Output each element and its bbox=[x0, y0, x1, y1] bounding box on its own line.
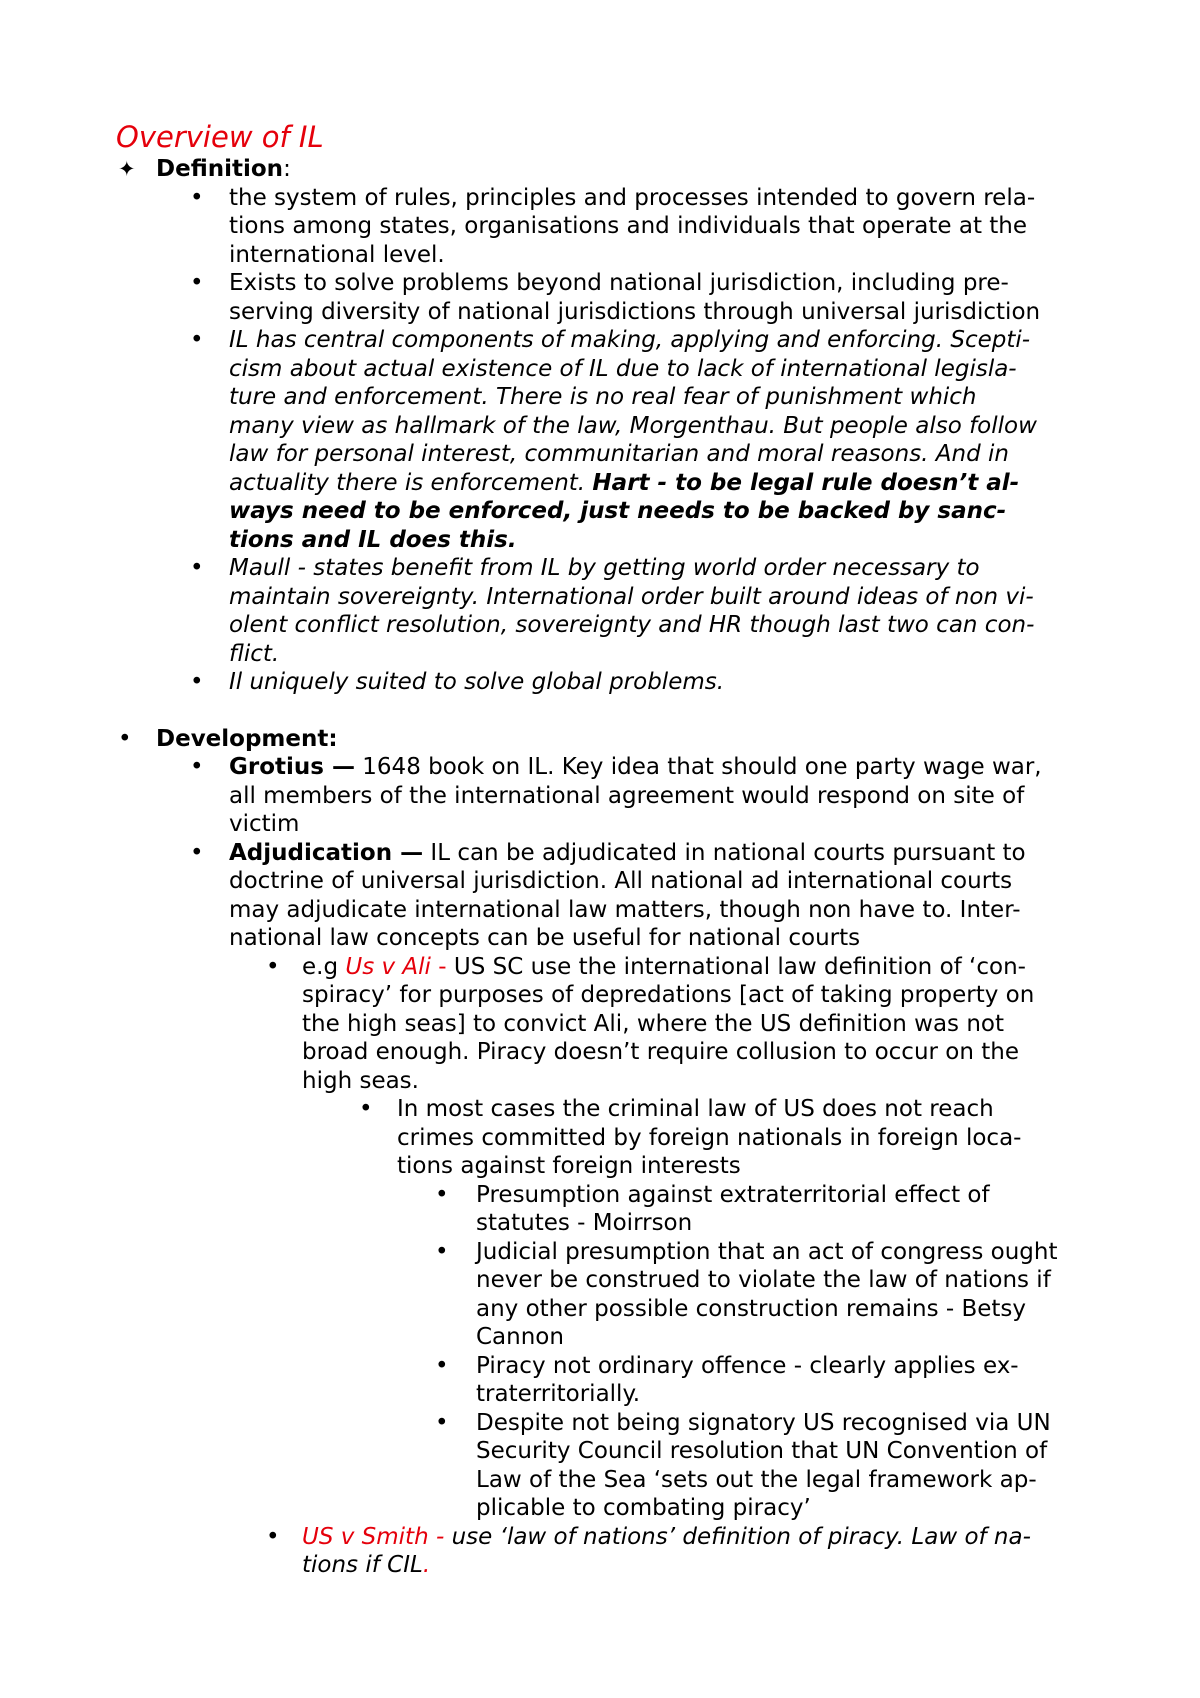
text-line bbox=[229, 469, 1097, 498]
text-line: olent conflict resolution, sovereignty and HR though last two can con- bbox=[229, 612, 1035, 638]
definition-section bbox=[0, 155, 1200, 184]
text-line: Piracy not ordinary offence - clearly applies ex- bbox=[476, 1352, 1019, 1379]
list-item bbox=[0, 269, 1097, 326]
list-item bbox=[0, 326, 1097, 554]
adjudication-label: Adjudication — bbox=[229, 839, 424, 866]
text-line: plicable to combating piracy’ bbox=[476, 1495, 811, 1521]
list-item bbox=[0, 184, 1097, 270]
text-run: 1648 book on IL. Key idea that should one party wage war, bbox=[354, 754, 1042, 780]
list-item bbox=[0, 668, 1097, 697]
text-line: Law of the Sea ‘sets out the legal framework ap- bbox=[476, 1466, 1037, 1493]
grotius-label: Grotius — bbox=[229, 754, 355, 780]
page-title: Overview of IL bbox=[116, 120, 324, 154]
text-line: serving diversity of national jurisdictions through universal jurisdiction bbox=[229, 298, 1041, 325]
text-line: many view as hallmark of the law, Morgenthau. But people also follow bbox=[229, 412, 1037, 439]
bullet-icon: • bbox=[118, 725, 132, 752]
text-line: Maull - states benefit from IL by getting world order necessary to bbox=[229, 555, 980, 581]
text-line: Cannon bbox=[476, 1324, 564, 1350]
text-line: In most cases the criminal law of US does not reach bbox=[397, 1096, 994, 1122]
text-line: maintain sovereignty. International order built around ideas of non vi- bbox=[229, 583, 1034, 610]
list-item bbox=[0, 839, 1097, 953]
text-line: international level. bbox=[229, 241, 445, 268]
text-line bbox=[302, 953, 1082, 982]
development-heading: Development: bbox=[156, 725, 338, 752]
text-line: any other possible construction remains - Betsy bbox=[476, 1295, 1027, 1322]
text-run: use ‘law of nations’ definition of piracy. Law of na- bbox=[444, 1523, 1031, 1550]
text-line: Presumption against extraterritorial effect of bbox=[476, 1181, 990, 1208]
text-line: law for personal interest, communitarian and moral reasons. And in bbox=[229, 441, 1009, 467]
text-line: the system of rules, principles and processes intended to govern rela- bbox=[229, 184, 1036, 211]
bullet-icon: • bbox=[190, 327, 204, 353]
bullet-icon: • bbox=[266, 1523, 280, 1550]
text-line bbox=[229, 753, 1097, 782]
development-section bbox=[0, 725, 1200, 754]
text-line: Il uniquely suited to solve global problems. bbox=[229, 669, 725, 695]
spacer bbox=[0, 697, 1200, 725]
document-body bbox=[0, 155, 1200, 1580]
text-run: tions if CIL bbox=[302, 1552, 423, 1578]
text-line: tions against foreign interests bbox=[397, 1153, 741, 1179]
text-line: the high seas] to convict Ali, where the US definition was not bbox=[302, 1010, 1005, 1037]
text-run: actuality there is enforcement. bbox=[229, 469, 593, 496]
list-item bbox=[0, 953, 1082, 1096]
bullet-icon: • bbox=[435, 1352, 449, 1379]
text-run: US SC use the international law definition of ‘con- bbox=[446, 953, 1026, 980]
text-line: never be construed to violate the law of nations if bbox=[476, 1267, 1051, 1293]
text-line: all members of the international agreement would respond on site of bbox=[229, 782, 1025, 809]
case-name-us-v-smith: US v Smith bbox=[302, 1523, 429, 1550]
text-run: IL can be adjudicated in national courts pursuant to bbox=[423, 839, 1026, 866]
case-dash: - bbox=[428, 1523, 445, 1550]
text-line: Despite not being signatory US recognised via UN bbox=[476, 1409, 1051, 1436]
text-line: IL has central components of making, applying and enforcing. Scepti- bbox=[229, 327, 1031, 353]
text-line: crimes committed by foreign nationals in foreign loca- bbox=[397, 1124, 1022, 1151]
text-line: broad enough. Piracy doesn’t require collusion to occur on the bbox=[302, 1039, 1019, 1065]
list-item bbox=[0, 554, 1097, 668]
text-line bbox=[302, 1551, 1082, 1580]
list-item bbox=[0, 1409, 1096, 1523]
text-line: may adjudicate international law matters, though non have to. Inter- bbox=[229, 896, 1021, 923]
text-line: statutes - Moirrson bbox=[476, 1210, 693, 1236]
text-line: cism about actual existence of IL due to lack of international legisla- bbox=[229, 355, 1017, 382]
bullet-icon: • bbox=[190, 754, 204, 780]
text-line: Judicial presumption that an act of congress ought bbox=[476, 1238, 1058, 1265]
bullet-icon: • bbox=[190, 555, 204, 581]
text-line: high seas. bbox=[302, 1067, 419, 1094]
text-line: Exists to solve problems beyond national jurisdiction, including pre- bbox=[229, 270, 1009, 296]
bullet-icon: • bbox=[190, 839, 204, 866]
bullet-icon: • bbox=[359, 1096, 373, 1122]
bullet-icon: • bbox=[435, 1238, 449, 1265]
text-run: . bbox=[422, 1552, 431, 1578]
list-item bbox=[0, 1352, 1096, 1409]
text-line: victim bbox=[229, 811, 300, 837]
text-line: flict. bbox=[229, 640, 280, 667]
text-line: traterritorially. bbox=[476, 1381, 641, 1407]
bullet-icon: • bbox=[266, 953, 280, 980]
text-line: ture and enforcement. There is no real fear of punishment which bbox=[229, 384, 977, 410]
text-line: doctrine of universal jurisdiction. All national ad international courts bbox=[229, 868, 1013, 894]
text-line bbox=[229, 839, 1097, 868]
bullet-icon: • bbox=[190, 669, 204, 695]
list-item bbox=[0, 1095, 1092, 1181]
list-item bbox=[0, 753, 1097, 839]
list-item bbox=[0, 1523, 1082, 1580]
bullet-icon: • bbox=[190, 270, 204, 296]
definition-colon: : bbox=[283, 156, 291, 182]
four-point-star-bullet-icon: ✦ bbox=[118, 157, 136, 181]
list-item bbox=[0, 1238, 1096, 1352]
list-item bbox=[0, 1181, 1096, 1238]
case-dash: - bbox=[430, 953, 447, 980]
bullet-icon: • bbox=[190, 184, 204, 211]
definition-heading: Definition bbox=[156, 156, 284, 182]
bullet-icon: • bbox=[435, 1181, 449, 1208]
text-line: ways need to be enforced, just needs to be backed by sanc- bbox=[229, 498, 1007, 524]
bullet-icon: • bbox=[435, 1409, 449, 1436]
case-name-us-v-ali: Us v Ali bbox=[345, 953, 431, 980]
text-line: tions among states, organisations and individuals that operate at the bbox=[229, 213, 1028, 239]
text-line: Security Council resolution that UN Convention of bbox=[476, 1438, 1048, 1464]
text-run: e.g bbox=[302, 953, 346, 980]
hart-quote: Hart - to be legal rule doesn’t al- bbox=[592, 469, 1020, 496]
text-line: tions and IL does this. bbox=[229, 526, 517, 553]
text-line: spiracy’ for purposes of depredations [act of taking property on bbox=[302, 982, 1035, 1008]
text-line bbox=[302, 1523, 1082, 1552]
text-line: national law concepts can be useful for national courts bbox=[229, 925, 861, 951]
